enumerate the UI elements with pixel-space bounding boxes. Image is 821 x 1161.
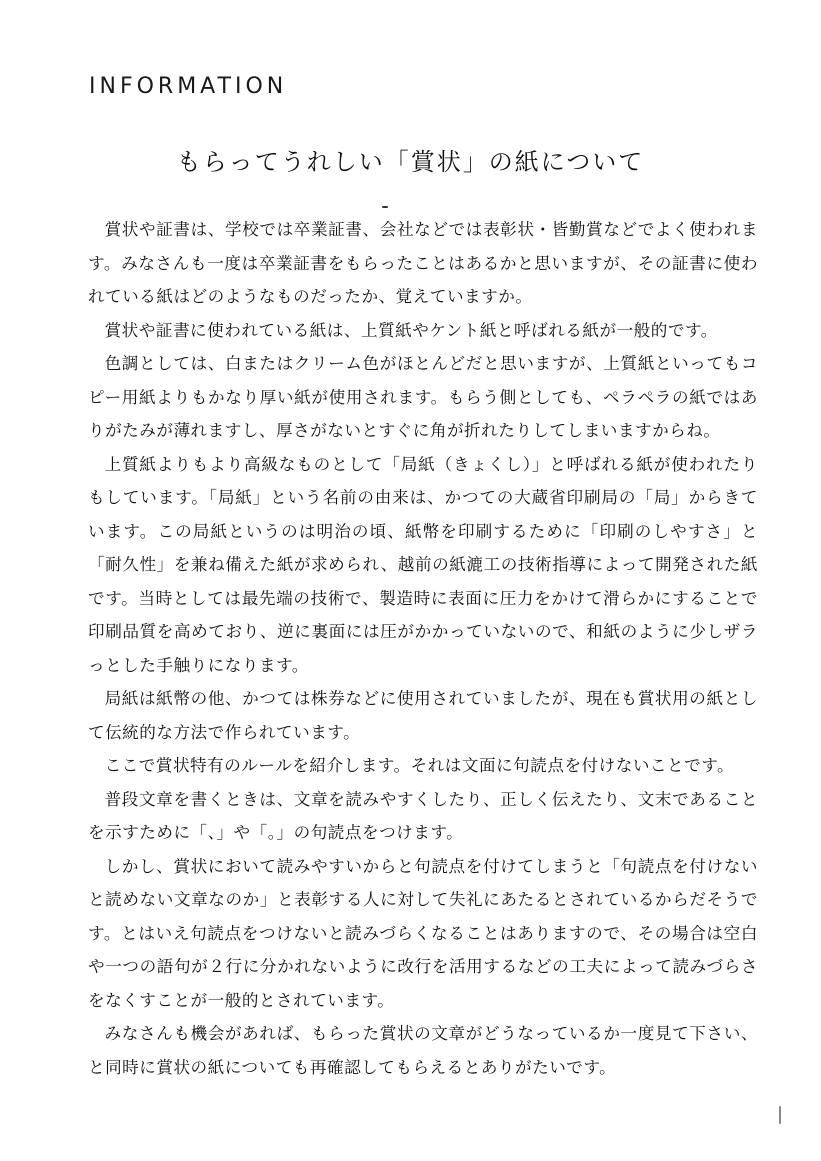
paragraph: 局紙は紙幣の他、かつては株券などに使用されていましたが、現在も賞状用の紙として伝統的な方法で作られています。 xyxy=(88,689,758,742)
paragraph: 普段文章を書くときは、文章を読みやすくしたり、正しく伝えたり、文末であることを示すために「、」や「。」の句読点をつけます。 xyxy=(88,789,758,842)
article-body xyxy=(88,213,758,1084)
paragraph: しかし、賞状において読みやすいからと句読点を付けてしまうと「句読点を付けないと読めない文章なのか」と表彰する人に対して失礼にあたるとされているからだそうです。とはいえ句読点をつけないと読みづらくなることはありますので、その場合は空白や一つの語句が２行に分かれないように改行を活用するなどの工夫によって読みづらさをなくすことが一般的とされています。 xyxy=(88,856,758,1010)
paragraph: ここで賞状特有のルールを紹介します。それは文面に句読点を付けないことです。 xyxy=(104,756,735,775)
paragraph: みなさんも機会があれば、もらった賞状の文章がどうなっているか一度見て下さい、と同時に賞状の紙についても再確認してもらえるとありがたいです。 xyxy=(88,1024,758,1077)
paragraph: 色調としては、白またはクリーム色がほとんどだと思いますが、上質紙といってもコピー用紙よりもかなり厚い紙が使用されます。もらう側としても、ペラペラの紙ではありがたみが薄れますし、厚さがないとすぐに角が折れたりしてしまいますからね。 xyxy=(88,354,758,440)
paragraph: 賞状や証書は、学校では卒業証書、会社などでは表彰状・皆勤賞などでよく使われます。みなさんも一度は卒業証書をもらったことはあるかと思いますが、その証書に使われている紙はどのようなものだったか、覚えていますか。 xyxy=(88,220,758,306)
section-label: INFORMATION xyxy=(89,74,288,99)
article-title: もらってうれしい「賞状」の紙について xyxy=(176,148,645,176)
paragraph: 上質紙よりもより高級なものとして「局紙（きょくし）」と呼ばれる紙が使われたりもしています。「局紙」という名前の由来は、かつての大蔵省印刷局の「局」からきています。この局紙というのは明治の頃、紙幣を印刷するために「印刷のしやすさ」と「耐久性」を兼ね備えた紙が求められ、越前の紙漉工の技術指導によって開発された紙です。当時としては最先端の技術で、製造時に表面に圧力をかけて滑らかにすることで印刷品質を高めており、逆に裏面には圧がかかっていないので、和紙のように少しザラっとした手触りになります。 xyxy=(88,454,758,675)
scan-speck xyxy=(382,206,388,208)
paragraph: 賞状や証書に使われている紙は、上質紙やケント紙と呼ばれる紙が一般的です。 xyxy=(104,320,718,340)
scan-speck xyxy=(779,1106,781,1124)
